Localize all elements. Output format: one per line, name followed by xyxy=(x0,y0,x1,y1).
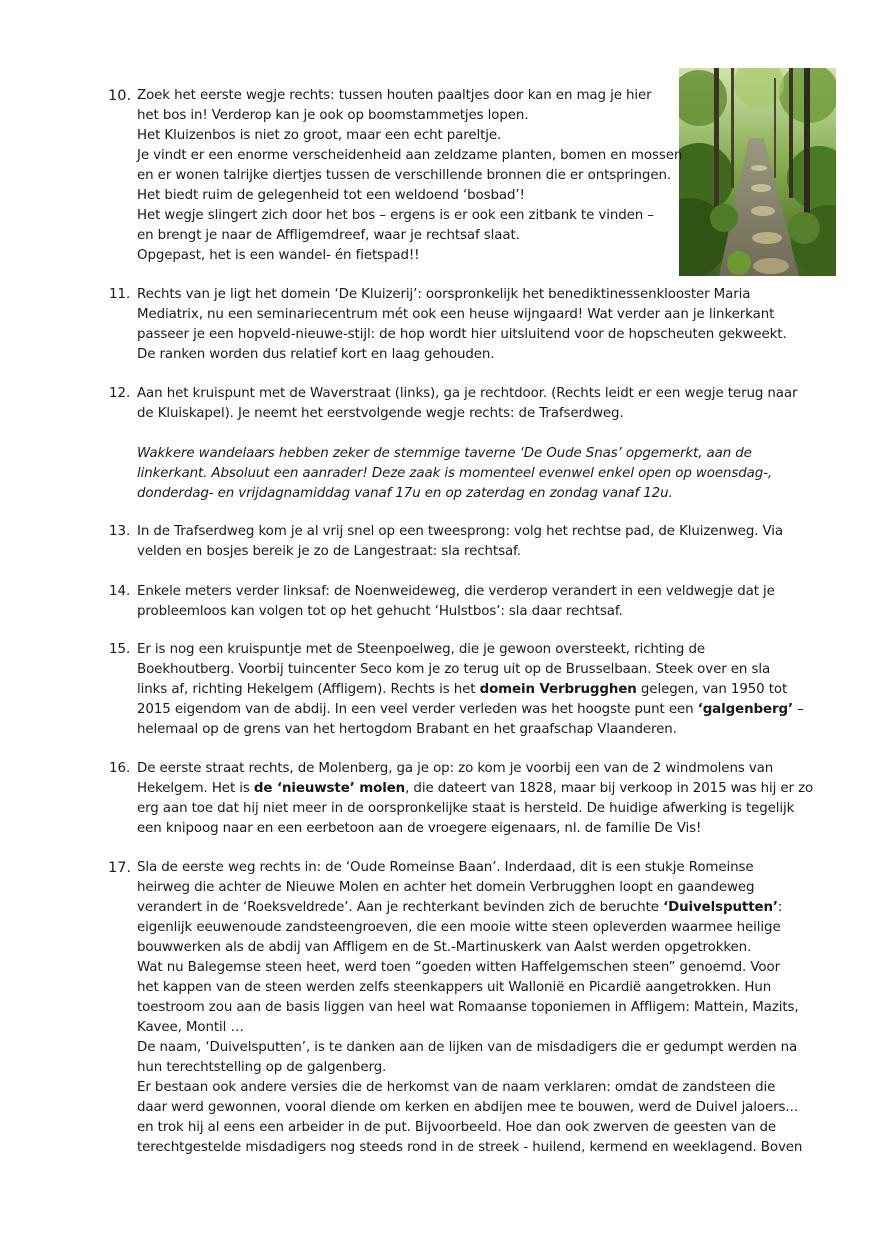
text-fragment: , die dateert van 1828, maar bij verkoop in 2015 was hij er zo xyxy=(405,781,814,796)
bold-galgenberg: ‘galgenberg’ xyxy=(697,702,793,717)
text-line: Er is nog een kruispuntje met de Steenpoelweg, die je gewoon oversteekt, richting de xyxy=(137,642,706,657)
bold-domain-verbrugghen: domein Verbrugghen xyxy=(479,682,637,697)
text-line: Opgepast, het is een wandel- én fietspad!! xyxy=(137,248,420,263)
text-line: Zoek het eerste wegje rechts: tussen houten paaltjes door kan en mag je hier xyxy=(137,88,652,103)
text-fragment: Hekelgem. Het is xyxy=(137,781,254,796)
text-line: toestroom zou aan de basis liggen van heel wat Romaanse toponiemen in Affligem: Mattein, Mazits, xyxy=(137,1000,799,1015)
step-text xyxy=(137,640,804,740)
text-line: hun terechtstelling op de galgenberg. xyxy=(137,1060,387,1075)
step-number: 12. xyxy=(109,386,131,401)
text-line: de Kluiskapel). Je neemt het eerstvolgende wegje rechts: de Trafserdweg. xyxy=(137,406,624,421)
text-fragment: : xyxy=(777,900,783,915)
text-line: Je vindt er een enorme verscheidenheid aan zeldzame planten, bomen en mossen xyxy=(137,148,683,163)
text-line: terechtgestelde misdadigers nog steeds rond in de streek - huilend, kermend en weeklagend. Boven xyxy=(137,1140,803,1155)
text-line: Het Kluizenbos is niet zo groot, maar een echt pareltje. xyxy=(137,128,502,143)
text-line: helemaal op de grens van het hertogdom Brabant en het graafschap Vlaanderen. xyxy=(137,722,677,737)
text-line xyxy=(137,779,813,799)
text-line: Het biedt ruim de gelegenheid tot een weldoend ‘bosbad’! xyxy=(137,188,525,203)
text-fragment: links af, richting Hekelgem (Affligem). Rechts is het xyxy=(137,682,480,697)
text-line: en brengt je naar de Affligemdreef, waar je rechtsaf slaat. xyxy=(137,228,520,243)
italic-note-line: donderdag- en vrijdagnamiddag vanaf 17u en op zaterdag en zondag vanaf 12u. xyxy=(137,486,673,501)
step-number: 11. xyxy=(109,287,131,302)
step-number: 17. xyxy=(108,860,132,876)
text-line: daar werd gewonnen, vooral diende om kerken en abdijen mee te bouwen, werd de Duivel jaloers... xyxy=(137,1100,798,1115)
text-line xyxy=(137,898,802,918)
text-line: erg aan toe dat hij niet meer in de oorspronkelijke staat is hersteld. De huidige afwerking is tegelijk xyxy=(137,801,795,816)
text-line: Sla de eerste weg rechts in: de ‘Oude Romeinse Baan’. Inderdaad, dit is een stukje Romeinse xyxy=(137,860,754,875)
text-line: en er wonen talrijke diertjes tussen de verschillende bronnen die er ontspringen. xyxy=(137,168,672,183)
text-fragment: 2015 eigendom van de abdij. In een veel verder verleden was het hoogste punt een xyxy=(137,702,698,717)
text-line: De eerste straat rechts, de Molenberg, ga je op: zo kom je voorbij een van de 2 windmolens van xyxy=(137,761,774,776)
text-line: Het wegje slingert zich door het bos – ergens is er ook een zitbank te vinden – xyxy=(137,208,654,223)
text-line: De naam, ‘Duivelsputten’, is te danken aan de lijken van de misdadigers die er gedumpt werden na xyxy=(137,1040,798,1055)
text-line xyxy=(137,680,804,700)
forest-path-image xyxy=(679,68,836,276)
spacer xyxy=(137,424,797,444)
text-fragment: verandert in de ‘Roeksveldrede’. Aan je rechterkant bevinden zich de beruchte xyxy=(137,900,664,915)
italic-note-line: Wakkere wandelaars hebben zeker de stemmige taverne ‘De Oude Snas’ opgemerkt, aan de xyxy=(137,446,752,461)
step-text xyxy=(137,285,787,365)
text-line: Aan het kruispunt met de Waverstraat (links), ga je rechtdoor. (Rechts leidt er een wegje terug naar xyxy=(137,386,798,401)
forest-path-photo xyxy=(679,68,836,276)
text-line: passeer je een hopveld-nieuwe-stijl: de hop wordt hier uitsluitend voor de hopscheuten gekweekt. xyxy=(137,327,787,342)
step-number: 14. xyxy=(109,584,131,599)
text-line: eigenlijk eeuwenoude zandsteengroeven, die een mooie witte steen opleverden waarmee heilige xyxy=(137,920,781,935)
text-line: In de Trafserdweg kom je al vrij snel op een tweesprong: volg het rechtse pad, de Kluizenweg. Via xyxy=(137,524,784,539)
step-text xyxy=(137,86,682,266)
text-fragment: – xyxy=(792,702,804,717)
text-line: een knipoog naar en een eerbetoon aan de vroegere eigenaars, nl. de familie De Vis! xyxy=(137,821,702,836)
bold-duivelsputten: ‘Duivelsputten’ xyxy=(663,900,778,915)
text-fragment: gelegen, van 1950 tot xyxy=(636,682,788,697)
step-text xyxy=(137,384,797,504)
text-line: heirweg die achter de Nieuwe Molen en achter het domein Verbrugghen loopt en gaandeweg xyxy=(137,880,755,895)
step-number: 16. xyxy=(109,761,131,776)
text-line: velden en bosjes bereik je zo de Langestraat: sla rechtsaf. xyxy=(137,544,521,559)
text-line: Enkele meters verder linksaf: de Noenweideweg, die verderop verandert in een veldwegje dat je xyxy=(137,584,775,599)
step-number: 13. xyxy=(109,524,131,539)
step-text xyxy=(137,858,802,1158)
text-line: Rechts van je ligt het domein ‘De Kluizerij’: oorspronkelijk het benediktinessenklooster Maria xyxy=(137,287,751,302)
text-line: De ranken worden dus relatief kort en laag gehouden. xyxy=(137,347,495,362)
text-line: bouwwerken als de abdij van Affligem en de St.-Martinuskerk van Aalst werden opgetrokken. xyxy=(137,940,752,955)
text-line: het kappen van de steen werden zelfs steenkappers uit Wallonië en Picardië aangetrokken. Hun xyxy=(137,980,772,995)
text-line: Mediatrix, nu een seminariecentrum mét ook een heuse wijngaard! Wat verder aan je linkerkant xyxy=(137,307,775,322)
text-line: Er bestaan ook andere versies die de herkomst van de naam verklaren: omdat de zandsteen die xyxy=(137,1080,776,1095)
text-line: en trok hij al eens een arbeider in de put. Bijvoorbeeld. Hoe dan ook zwerven de geesten van de xyxy=(137,1120,776,1135)
text-line: probleemloos kan volgen tot op het gehucht ‘Hulstbos’: sla daar rechtsaf. xyxy=(137,604,623,619)
step-text xyxy=(137,522,783,562)
step-text xyxy=(137,759,813,839)
text-line: Boekhoutberg. Voorbij tuincenter Seco kom je zo terug uit op de Brusselbaan. Steek over en sla xyxy=(137,662,771,677)
text-line: Kavee, Montil … xyxy=(137,1020,244,1035)
step-number: 15. xyxy=(109,642,131,657)
text-line: het bos in! Verderop kan je ook op boomstammetjes lopen. xyxy=(137,108,529,123)
bold-nieuwste-molen: de ‘nieuwste’ molen xyxy=(253,781,406,796)
text-line xyxy=(137,700,804,720)
text-line: Wat nu Balegemse steen heet, werd toen “goeden witten Haffelgemschen steen” genoemd. Voor xyxy=(137,960,780,975)
step-text xyxy=(137,582,775,622)
step-number: 10. xyxy=(108,88,132,104)
italic-note-line: linkerkant. Absoluut een aanrader! Deze zaak is momenteel evenwel enkel open op woensdag-, xyxy=(137,466,773,481)
